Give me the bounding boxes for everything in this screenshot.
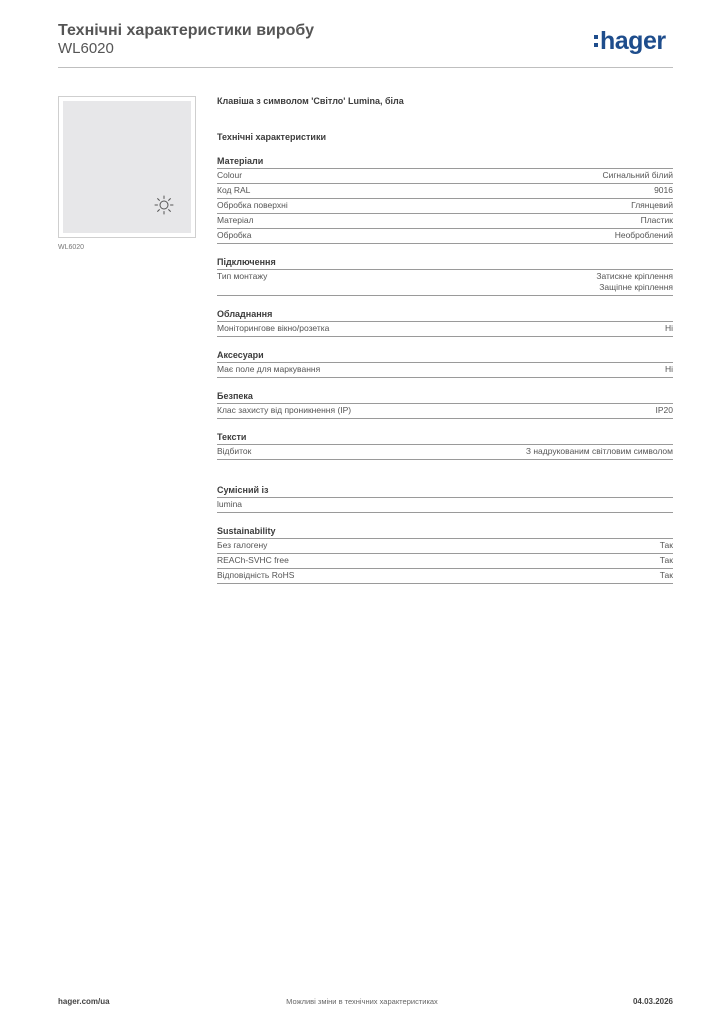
spec-label: Моніторингове вікно/розетка <box>217 323 330 333</box>
spec-label: Матеріал <box>217 215 254 225</box>
spec-row <box>217 539 673 554</box>
product-image <box>58 96 196 238</box>
spec-section <box>217 257 673 296</box>
spec-row <box>217 445 673 460</box>
spec-label: Клас захисту від проникнення (IP) <box>217 405 352 415</box>
footer-website: hager.com/ua <box>58 997 110 1006</box>
spec-section <box>217 309 673 337</box>
spec-value-line: IP20 <box>655 405 673 415</box>
spec-value-line: Необроблений <box>614 230 673 240</box>
section-title: Обладнання <box>217 309 673 322</box>
footer-date: 04.03.2026 <box>632 997 673 1006</box>
section-title: Сумісний із <box>217 485 673 498</box>
section-title: Підключення <box>217 257 673 270</box>
product-code: WL6020 <box>58 40 114 57</box>
spec-section <box>217 350 673 378</box>
section-title: Sustainability <box>217 526 673 539</box>
spec-value-line: Затискне кріплення <box>596 271 673 281</box>
spec-row <box>217 363 673 378</box>
spec-section <box>217 391 673 419</box>
spec-row <box>217 214 673 229</box>
spec-row <box>217 199 673 214</box>
section-title: Безпека <box>217 391 673 404</box>
spec-value-line: Ні <box>664 323 673 333</box>
light-symbol-icon <box>154 195 174 215</box>
spec-row <box>217 498 673 513</box>
spec-value <box>654 185 673 196</box>
spec-label: Обробка <box>217 230 252 240</box>
spec-value-line: Так <box>659 555 673 565</box>
spec-label: Відбиток <box>217 446 252 456</box>
spec-value-line: Ні <box>664 364 673 374</box>
spec-section <box>217 485 673 513</box>
spec-row <box>217 404 673 419</box>
spec-label: REACh-SVHC free <box>217 555 289 565</box>
spec-label: Тип монтажу <box>217 271 268 281</box>
footer-note: Можливі зміни в технічних характеристиках <box>286 997 438 1006</box>
section-title: Аксесуари <box>217 350 673 363</box>
spec-label: Без галогену <box>217 540 268 550</box>
hager-logo <box>594 27 666 55</box>
spec-value-line: З надрукованим світловим символом <box>525 446 673 456</box>
spec-value <box>641 215 673 226</box>
spec-label: Має поле для маркування <box>217 364 321 374</box>
spec-label: Обробка поверхні <box>217 200 288 210</box>
spec-sections <box>217 156 673 584</box>
spec-row <box>217 569 673 584</box>
spec-value <box>596 271 673 293</box>
spec-value-line: Защіпне кріплення <box>599 282 673 292</box>
spec-value <box>656 405 674 416</box>
product-name: Клавіша з символом 'Світло' Lumina, біла <box>217 96 404 106</box>
spec-heading: Технічні характеристики <box>217 132 326 142</box>
spec-label: lumina <box>217 499 243 509</box>
spec-value <box>665 323 673 334</box>
spec-value <box>660 555 673 566</box>
spec-value <box>615 230 673 241</box>
spec-row <box>217 184 673 199</box>
spec-value <box>526 446 673 457</box>
spec-value-line: Пластик <box>640 215 673 225</box>
spec-value-line: 9016 <box>654 185 673 195</box>
spec-value <box>660 540 673 551</box>
spec-value <box>665 364 673 375</box>
spec-label: Відповідність RoHS <box>217 570 295 580</box>
spec-value <box>602 170 673 181</box>
section-title: Тексти <box>217 432 673 445</box>
image-caption: WL6020 <box>58 244 85 251</box>
spec-row <box>217 270 673 296</box>
spec-row <box>217 169 673 184</box>
spec-value-line: Так <box>659 570 673 580</box>
spec-label: Код RAL <box>217 185 251 195</box>
spec-row <box>217 322 673 337</box>
spec-section <box>217 432 673 460</box>
spec-value-line: Так <box>659 540 673 550</box>
header-divider <box>58 67 673 68</box>
spec-value <box>660 570 673 581</box>
logo-dots-icon <box>594 31 598 51</box>
spec-label: Colour <box>217 170 243 180</box>
spec-section <box>217 526 673 584</box>
spec-row <box>217 554 673 569</box>
section-title: Матеріали <box>217 156 673 169</box>
spec-section <box>217 156 673 244</box>
spec-row <box>217 229 673 244</box>
page-title: Технічні характеристики виробу <box>58 22 314 39</box>
spec-value-line: Глянцевий <box>631 200 673 210</box>
spec-value-line: Сигнальний білий <box>602 170 673 180</box>
logo-text: hager <box>600 27 666 55</box>
spec-content <box>217 96 673 584</box>
spec-value <box>631 200 673 211</box>
